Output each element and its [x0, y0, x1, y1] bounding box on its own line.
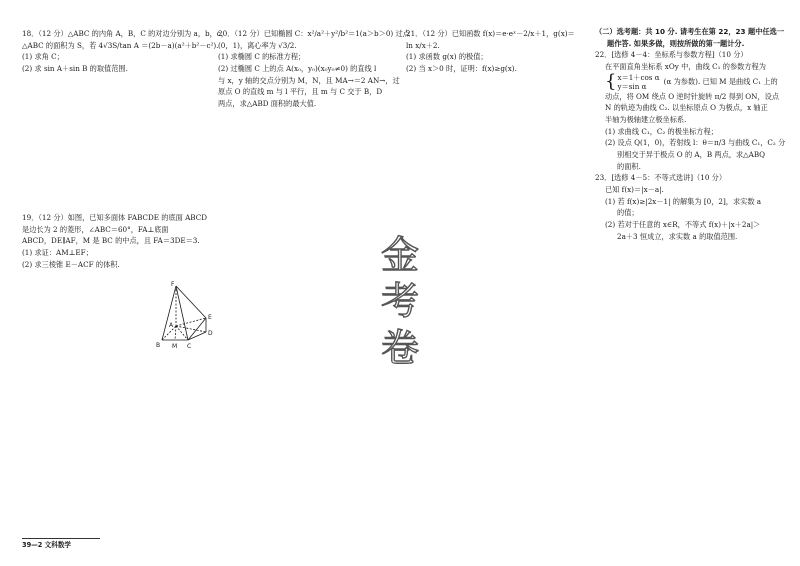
q22-line-3: 动点，将 OM 绕点 O 逆时针旋转 π/2 得到 ON，设点 — [605, 91, 780, 101]
q22-title: 22．[选修 4－4：坐标系与参数方程]（10 分） — [595, 50, 748, 60]
question-21 — [406, 28, 581, 75]
q22-line-4: N 的轨迹为曲线 C₂. 以坐标原点 O 为极点，x 轴正 — [605, 103, 768, 113]
q22-line-8: 别相交于异于极点 O 的 A，B 两点，求△ABQ — [617, 149, 766, 159]
q23-part-1: (1) 若 f(x)≥|2x－1| 的解集为 [0，2]，求实数 a — [605, 196, 762, 206]
q22-line-1: 在平面直角坐标系 xOy 中，曲线 C₁ 的参数方程为 — [605, 61, 766, 71]
q20-line-2: (0，1)，离心率为 √3/2. — [218, 40, 297, 50]
q20-line-1: 20．（12 分）已知椭圆 C：x²/a²＋y²/b²＝1(a＞b＞0) 过点 — [218, 29, 410, 38]
watermark-char-3: 卷 — [380, 325, 419, 370]
label-A: A — [169, 322, 174, 329]
q23-part-2: (2) 若对于任意的 x∈R，不等式 f(x)＋|x＋2a|＞ — [605, 219, 761, 229]
polyhedron-figure — [150, 280, 230, 356]
q20-line-5: 与 x，y 轴的交点分别为 M，N，且 MA→＝2 AN→，过 — [218, 75, 400, 85]
q19-part-1: (1) 求证：AM⊥EF； — [22, 247, 93, 257]
q18-part-1: (1) 求角 C； — [22, 52, 64, 62]
watermark-char-2: 考 — [380, 279, 419, 324]
label-M: M — [172, 343, 178, 350]
question-23 — [595, 172, 790, 242]
q22-param-y: y＝sin α — [617, 81, 647, 91]
q23-line-5: 2a＋3 恒成立，求实数 a 的取值范围. — [617, 231, 738, 241]
q23-title: 23．[选修 4－5：不等式选讲]（10 分） — [595, 173, 727, 183]
q23-line-1: 已知 f(x)＝|x－a|. — [605, 184, 664, 194]
q22-line-9: 的面积. — [617, 161, 641, 171]
q22-param-equations — [617, 73, 659, 91]
q18-part-2: (2) 求 sin A＋sin B 的取值范围. — [22, 63, 128, 73]
question-19 — [22, 212, 207, 270]
question-22: 22．[选修 4－4：坐标系与参数方程]（10 分） 在平面直角坐标系 xOy 中，曲线 C₁ 的参数方程为 { x＝1＋cos α y＝sin α (α 为参数). 已知 M 是曲线 C₁ 上的 动点，将 OM 绕点 O 逆时针旋转 π/2 得到 ON，设点 N 的轨迹为曲线 C₂. 以坐标原点 O 为极点，x 轴正 半轴为极轴建立极坐标系. (1) 求曲线 C₁，C₂ 的极坐标方程； (2) 设点 Q(1，0)，若射线 l：θ＝π/3 与曲线 C₁，C₂ 分 别相交于异于极点 O 的 A，B 两点，求△ABQ 的面积. — [595, 49, 790, 172]
label-F: F — [171, 281, 175, 288]
question-18 — [22, 28, 229, 75]
q19-part-2: (2) 求三棱锥 E－ACF 的体积. — [22, 259, 120, 269]
q22-line-5: 半轴为极轴建立极坐标系. — [605, 114, 687, 124]
q19-line-3: ABCD，DE∥AF，M 是 BC 的中点，且 FA＝3DE＝3. — [22, 236, 200, 246]
q20-line-6: 原点 O 的直线 m 与 l 平行，且 m 与 C 交于 B，D — [218, 87, 383, 97]
watermark-char-1: 金 — [380, 233, 419, 277]
q22-param-x: x＝1＋cos α — [617, 72, 660, 82]
q19-line-1: 19．（12 分）如图，已知多面体 FABCDE 的底面 ABCD — [22, 213, 207, 222]
optional-header-line-1: （二）选考题：共 10 分. 请考生在第 22，23 题中任选一 — [595, 27, 785, 36]
q23-line-3: 的值； — [617, 208, 639, 218]
q22-part-2: (2) 设点 Q(1，0)，若射线 l：θ＝π/3 与曲线 C₁，C₂ 分 — [605, 138, 786, 148]
page-label: 39—2 文科数学 — [22, 541, 72, 549]
watermark — [360, 232, 440, 371]
q22-part-1: (1) 求曲线 C₁，C₂ 的极坐标方程； — [605, 126, 718, 136]
page-footer — [22, 538, 100, 551]
label-E: E — [208, 314, 212, 321]
q18-line-2: △ABC 的面积为 S，若 4√3S/tan A ＝(2b－a)(a²＋b²－c²). — [22, 40, 219, 50]
optional-header-line-2: 题作答. 如果多做，则按所做的第一题计分. — [607, 38, 745, 48]
q21-line-1: 21．（12 分）已知函数 f(x)＝e·eˣ－2/x＋1，g(x)＝ — [406, 29, 575, 38]
q21-part-2: (2) 当 x＞0 时，证明：f(x)≥g(x). — [406, 63, 517, 73]
label-C: C — [187, 343, 192, 350]
q20-line-7: 两点，求△ABD 面积的最大值. — [218, 98, 317, 108]
question-20 — [218, 28, 410, 110]
optional-questions — [595, 26, 790, 242]
label-D: D — [208, 330, 213, 337]
q21-line-2: ln x/x＋2. — [406, 40, 440, 50]
q21-part-1: (1) 求函数 g(x) 的极值； — [406, 52, 488, 62]
q22-line-2: (α 为参数). 已知 M 是曲线 C₁ 上的 — [663, 76, 778, 86]
q20-part-1: (1) 求椭圆 C 的标准方程； — [218, 52, 306, 62]
q20-line-4: (2) 过椭圆 C 上的点 A(x₀，y₀)(x₀y₀≠0) 的直线 l — [218, 63, 377, 73]
q18-line-1: 18．（12 分）△ABC 的内角 A，B，C 的对边分别为 a，b，c， — [22, 29, 229, 38]
label-B: B — [156, 342, 161, 349]
q19-line-2: 是边长为 2 的菱形，∠ABC＝60°，FA⊥底面 — [22, 224, 169, 234]
